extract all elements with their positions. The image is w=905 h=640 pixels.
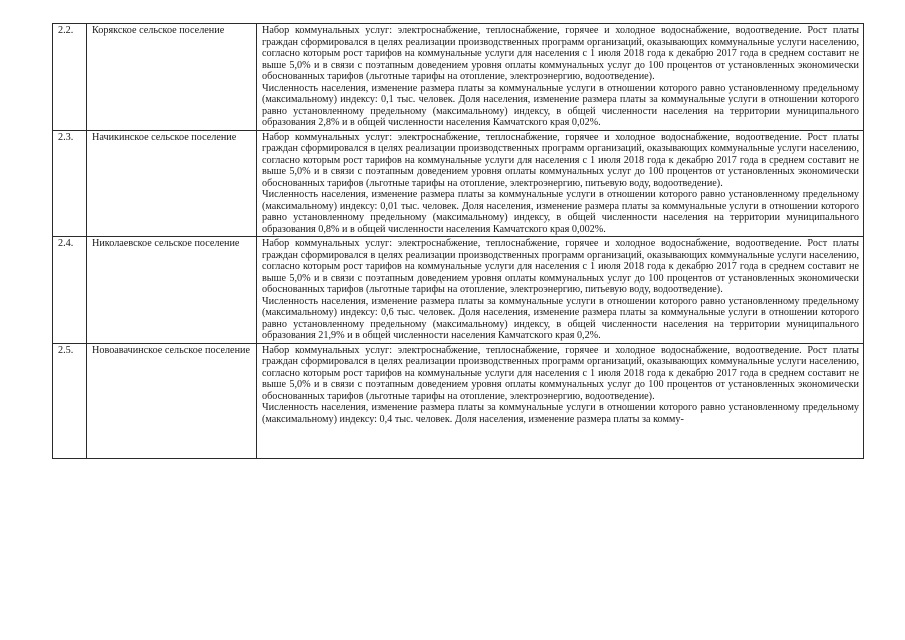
population-paragraph: Численность населения, изменение размера платы за коммунальные услуги в отношении которого равно установленному предельному (максимальному) индексу: 0,6 тыс. человек. Доля населения, изменение размера платы за коммунальные услуги в отношении которого равно установленному предельному (максимальному) индексу, в общей численности населения на территории муниципального образования 21,9% и в общей численности населения Камчатского края 0,2%. bbox=[262, 295, 859, 341]
table-row bbox=[53, 130, 864, 237]
settlement-name: Начикинское сельское поселение bbox=[87, 130, 257, 237]
settlements-table bbox=[52, 23, 864, 459]
services-paragraph: Набор коммунальных услуг: электроснабжение, теплоснабжение, горячее и холодное водоснабжение, водоотведение. Рост платы граждан сформировался в целях реализации производственных программ организаций, оказывающих коммунальные услуги населению, согласно которым рост тарифов на коммунальные услуги для населения с 1 июля 2018 года к декабрю 2017 года в среднем составит не выше 5,0% и в связи с поэтапным доведением уровня оплаты коммунальных услуг до 100 процентов от установленных экономически обоснованных тарифов (льготные тарифы на отопление, электроэнергию, питьевую воду, водоотведение). bbox=[262, 238, 859, 295]
row-number: 2.3. bbox=[53, 130, 87, 237]
table-row bbox=[53, 237, 864, 344]
row-number: 2.2. bbox=[53, 24, 87, 131]
settlement-name: Новоавачинское сельское поселение bbox=[87, 343, 257, 458]
population-paragraph: Численность населения, изменение размера платы за коммунальные услуги в отношении которого равно установленному предельному (максимальному) индексу: 0,01 тыс. человек. Доля населения, изменение размера платы за коммунальные услуги в отношении которого равно установленному предельному (максимальному) индексу, в общей численности населения на территории муниципального образования 0,8% и в общей численности населения Камчатского края 0,002%. bbox=[262, 189, 859, 235]
services-paragraph: Набор коммунальных услуг: электроснабжение, теплоснабжение, горячее и холодное водоснабжение, водоотведение. Рост платы граждан сформировался в целях реализации производственных программ организаций, оказывающих коммунальные услуги населению, согласно которым рост тарифов на коммунальные услуги для населения с 1 июля 2018 года к декабрю 2017 года в среднем составит не выше 5,0% и в связи с поэтапным доведением уровня оплаты коммунальных услуг до 100 процентов от установленных экономически обоснованных тарифов (льготные тарифы на отопление, электроэнергию, водоотведение). bbox=[262, 25, 859, 82]
table-row bbox=[53, 343, 864, 458]
settlement-name: Николаевское сельское поселение bbox=[87, 237, 257, 344]
row-description bbox=[257, 343, 864, 458]
row-description bbox=[257, 24, 864, 131]
population-paragraph: Численность населения, изменение размера платы за коммунальные услуги в отношении которого равно установленному предельному (максимальному) индексу: 0,4 тыс. человек. Доля населения, изменение размера платы за комму- bbox=[262, 402, 859, 425]
row-description bbox=[257, 237, 864, 344]
row-number: 2.4. bbox=[53, 237, 87, 344]
settlement-name: Корякское сельское поселение bbox=[87, 24, 257, 131]
row-number: 2.5. bbox=[53, 343, 87, 458]
table-row bbox=[53, 24, 864, 131]
population-paragraph: Численность населения, изменение размера платы за коммунальные услуги в отношении которого равно установленному предельному (максимальному) индексу: 0,1 тыс. человек. Доля населения, изменение размера платы за коммунальные услуги в отношении которого равно установленному предельному (максимальному) индексу, в общей численности населения на территории муниципального образования 2,8% и в общей численности населения Камчатского края 0,02%. bbox=[262, 82, 859, 128]
services-paragraph: Набор коммунальных услуг: электроснабжение, теплоснабжение, горячее и холодное водоснабжение, водоотведение. Рост платы граждан сформировался в целях реализации производственных программ организаций, оказывающих коммунальные услуги населению, согласно которым рост тарифов на коммунальные услуги для населения с 1 июля 2018 года к декабрю 2017 года в среднем составит не выше 5,0% и в связи с поэтапным доведением уровня оплаты коммунальных услуг до 100 процентов от установленных экономически обоснованных тарифов (льготные тарифы на отопление, электроэнергию, питьевую воду, водоотведение). bbox=[262, 131, 859, 189]
row-description bbox=[257, 130, 864, 237]
services-paragraph: Набор коммунальных услуг: электроснабжение, теплоснабжение, горячее и холодное водоснабжение, водоотведение. Рост платы граждан сформировался в целях реализации производственных программ организаций, оказывающих коммунальные услуги населению, согласно которым рост тарифов на коммунальные услуги для населения с 1 июля 2018 года к декабрю 2017 года в среднем составит не выше 5,0% и в связи с поэтапным доведением уровня оплаты коммунальных услуг до 100 процентов от установленных экономически обоснованных тарифов (льготные тарифы на отопление, электроэнергию, водоотведение). bbox=[262, 344, 859, 402]
